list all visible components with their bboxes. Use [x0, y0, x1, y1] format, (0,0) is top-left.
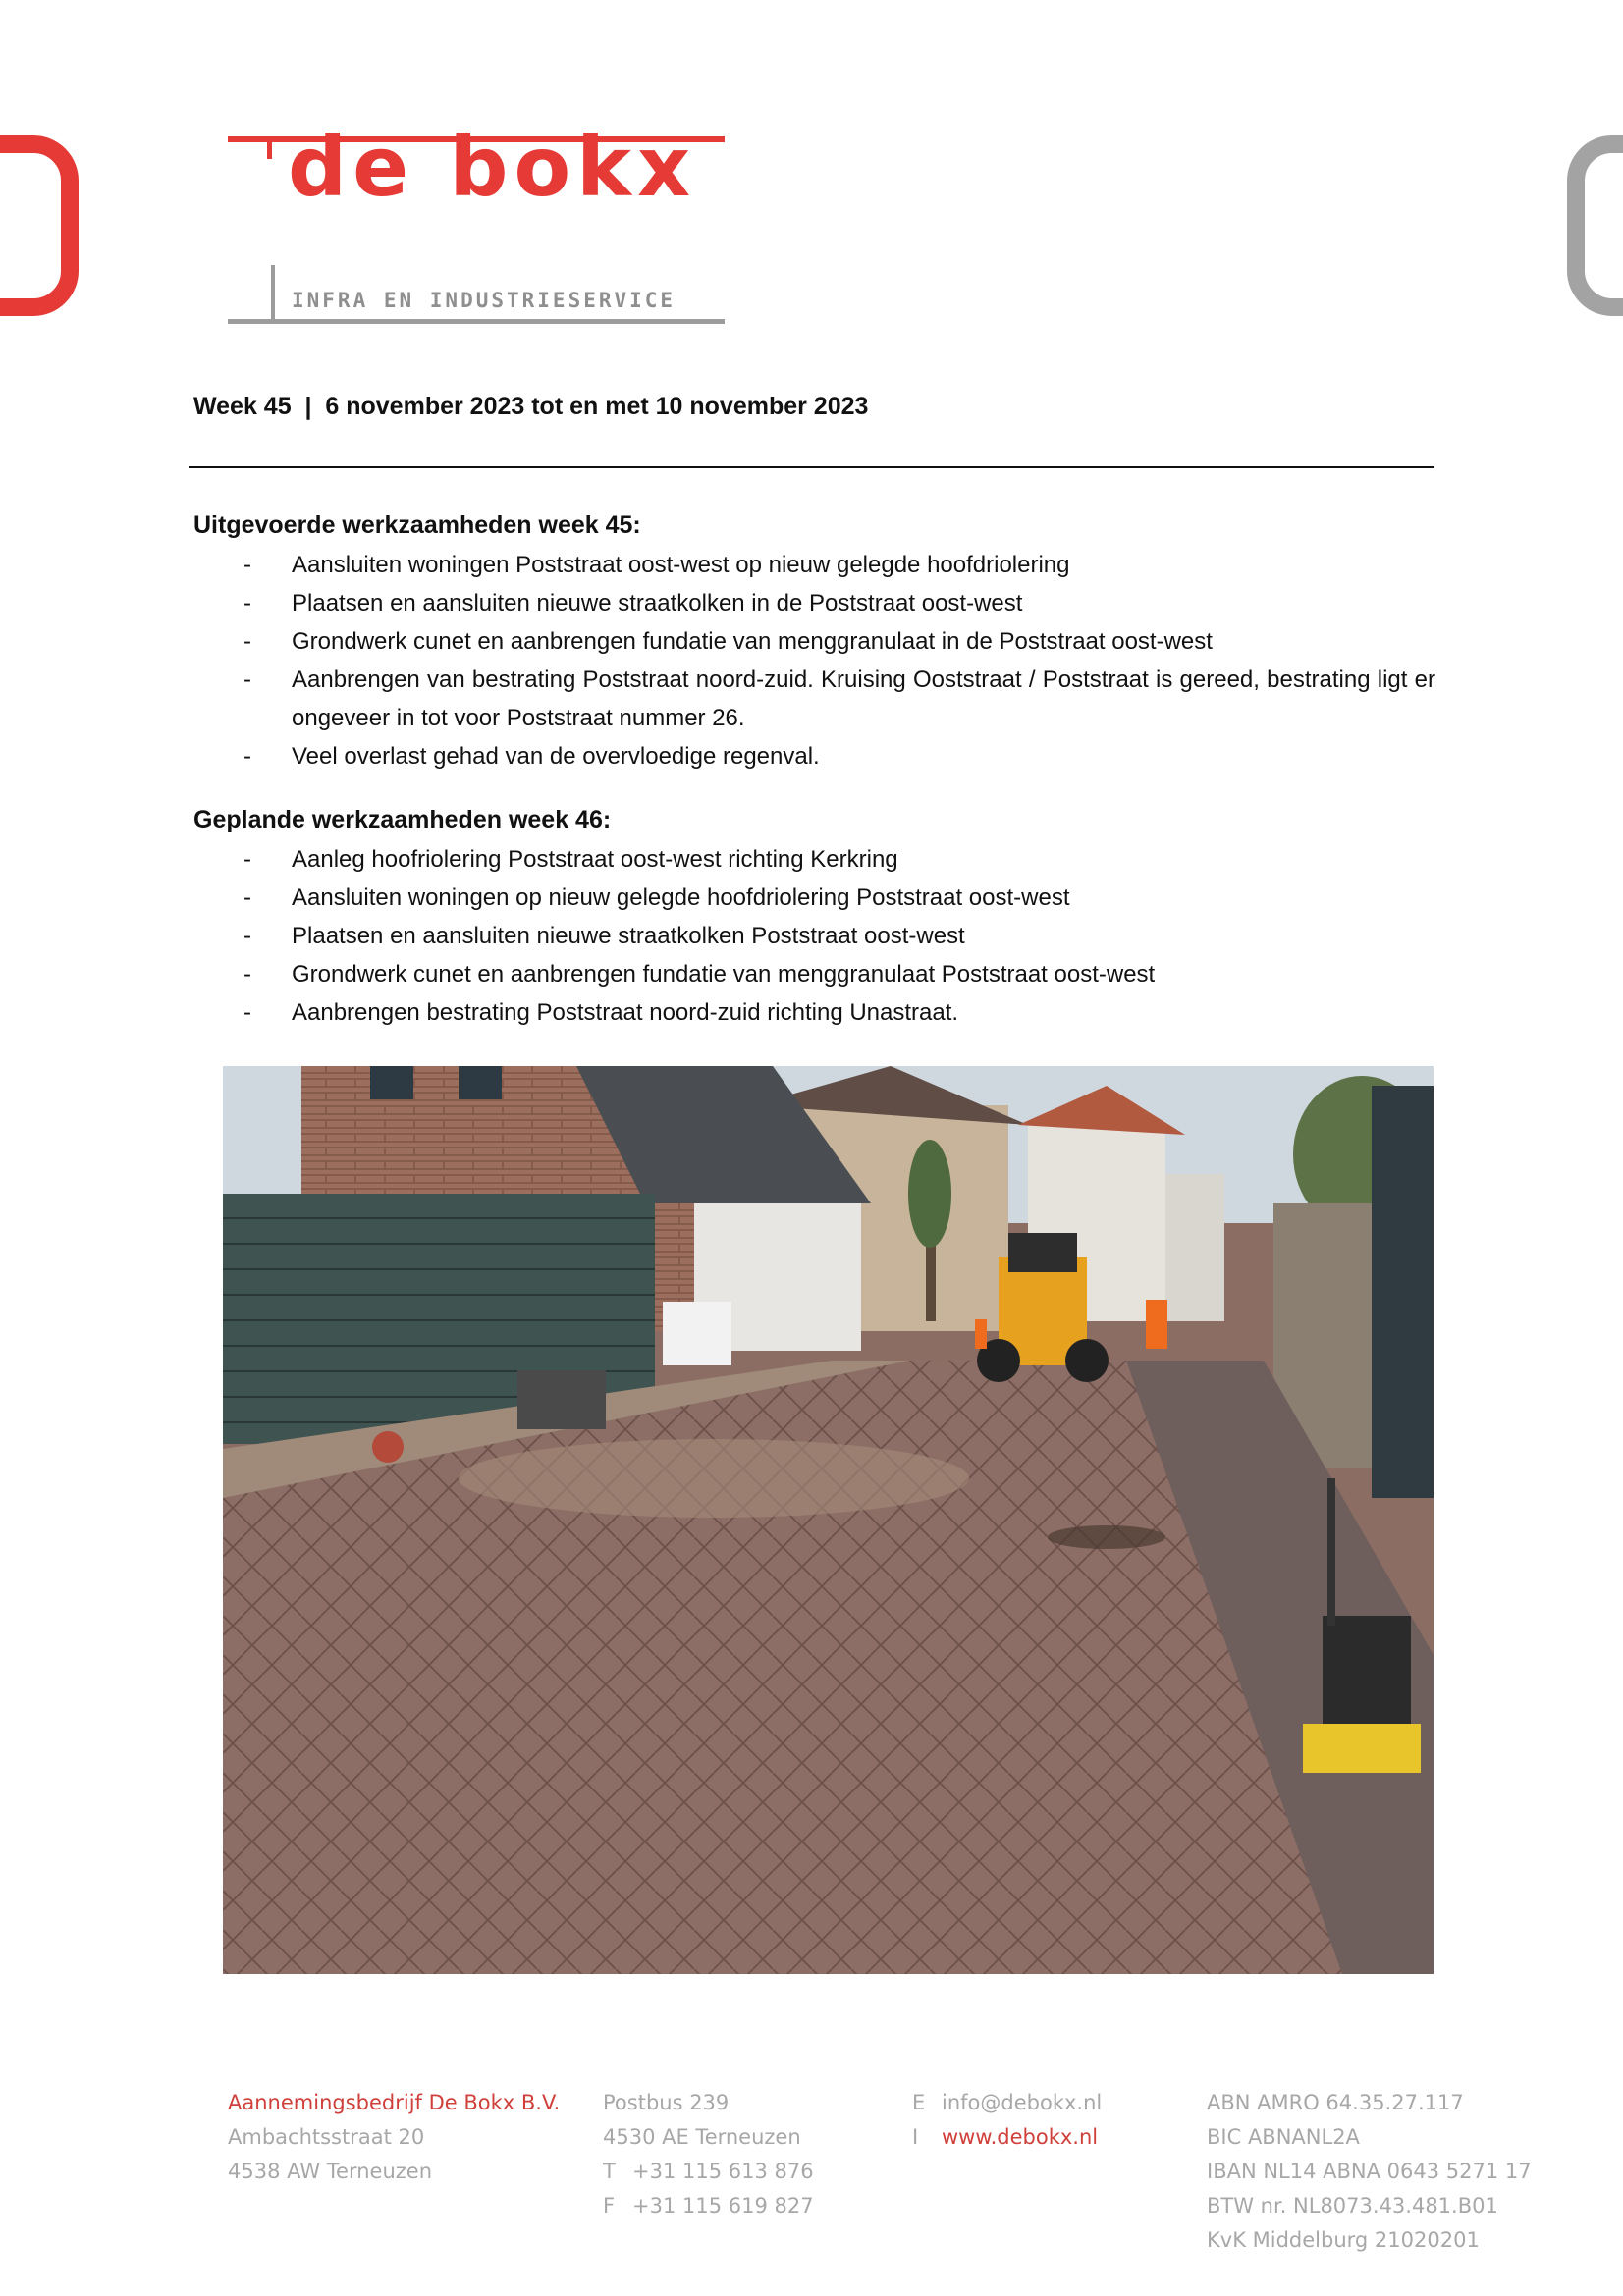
construction-site-photo [223, 1066, 1434, 1974]
footer-postal-block [603, 2086, 814, 2223]
footer-city: 4538 AW Terneuzen [228, 2160, 433, 2183]
list-item: - Plaatsen en aansluiten nieuwe straatkolken Poststraat oost-west [236, 917, 1435, 955]
footer-bic: BIC ABNANL2A [1207, 2125, 1360, 2149]
list-item: - Grondwerk cunet en aanbrengen fundatie van menggranulaat in de Poststraat oost-west [236, 622, 1435, 661]
logo-tick [267, 142, 272, 159]
list-item: - Aanleg hoofriolering Poststraat oost-west richting Kerkring [236, 840, 1435, 879]
completed-heading: Uitgevoerde werkzaamheden week 45: [193, 511, 641, 539]
footer-street: Ambachtsstraat 20 [228, 2125, 425, 2149]
list-item: - Aansluiten woningen Poststraat oost-west op nieuw gelegde hoofdriolering [236, 546, 1435, 584]
bullet-dash: - [243, 961, 251, 988]
grey-corner-bracket [1567, 135, 1623, 316]
footer-email-link[interactable]: info@debokx.nl [942, 2091, 1103, 2114]
footer-postbus: Postbus 239 [603, 2091, 730, 2114]
bullet-dash: - [243, 628, 251, 655]
bullet-dash: - [243, 590, 251, 616]
phone-label: T [603, 2160, 616, 2183]
bullet-dash: - [243, 846, 251, 873]
list-item: - Veel overlast gehad van de overvloedige regenval. [236, 737, 1435, 775]
footer-iban: IBAN NL14 ABNA 0643 5271 17 [1207, 2160, 1532, 2183]
footer-web-row [912, 2120, 1102, 2155]
header-divider [189, 466, 1434, 468]
footer-website-link[interactable]: www.debokx.nl [942, 2125, 1099, 2149]
footer-bank-block [1207, 2086, 1532, 2258]
logo-wordmark: de bokx [288, 119, 697, 215]
footer-bank: ABN AMRO 64.35.27.117 [1207, 2091, 1464, 2114]
footer-contact-block [912, 2086, 1102, 2155]
bullet-dash: - [243, 552, 251, 578]
red-corner-bracket [0, 135, 79, 316]
list-item: - Grondwerk cunet en aanbrengen fundatie van menggranulaat Poststraat oost-west [236, 955, 1435, 993]
bullet-dash: - [243, 667, 251, 693]
footer-company-name: Aannemingsbedrijf De Bokx B.V. [228, 2091, 561, 2114]
bullet-dash: - [243, 743, 251, 770]
footer-company-block [228, 2086, 560, 2189]
logo-vertical-line [271, 265, 275, 320]
footer-btw: BTW nr. NL8073.43.481.B01 [1207, 2194, 1498, 2217]
footer-fax-row [603, 2189, 814, 2223]
bullet-dash: - [243, 923, 251, 949]
fax-label: F [603, 2194, 616, 2217]
planned-heading: Geplande werkzaamheden week 46: [193, 806, 612, 833]
list-item: - Aansluiten woningen op nieuw gelegde hoofdriolering Poststraat oost-west [236, 879, 1435, 917]
bullet-dash: - [243, 884, 251, 911]
list-item: - Aanbrengen van bestrating Poststraat noord-zuid. Kruising Ooststraat / Poststraat is gereed, bestrating ligt er ongeveer in tot voor Poststraat nummer 26. [236, 661, 1435, 737]
logo-tagline: INFRA EN INDUSTRIESERVICE [292, 289, 676, 312]
footer-email-row [912, 2086, 1102, 2120]
email-label: E [912, 2091, 926, 2114]
web-label: I [912, 2125, 919, 2149]
completed-list [236, 546, 1435, 775]
footer-phone-row [603, 2155, 814, 2189]
logo-bottom-line [228, 319, 725, 324]
footer-kvk: KvK Middelburg 21020201 [1207, 2228, 1480, 2252]
week-title: Week 45 | 6 november 2023 tot en met 10 november 2023 [193, 393, 869, 420]
footer-postcode: 4530 AE Terneuzen [603, 2125, 801, 2149]
list-item: - Plaatsen en aansluiten nieuwe straatkolken in de Poststraat oost-west [236, 584, 1435, 622]
bullet-dash: - [243, 999, 251, 1026]
list-item: - Aanbrengen bestrating Poststraat noord-zuid richting Unastraat. [236, 993, 1435, 1032]
footer-fax: +31 115 619 827 [632, 2194, 814, 2217]
planned-list [236, 840, 1435, 1032]
footer-phone: +31 115 613 876 [632, 2160, 814, 2183]
